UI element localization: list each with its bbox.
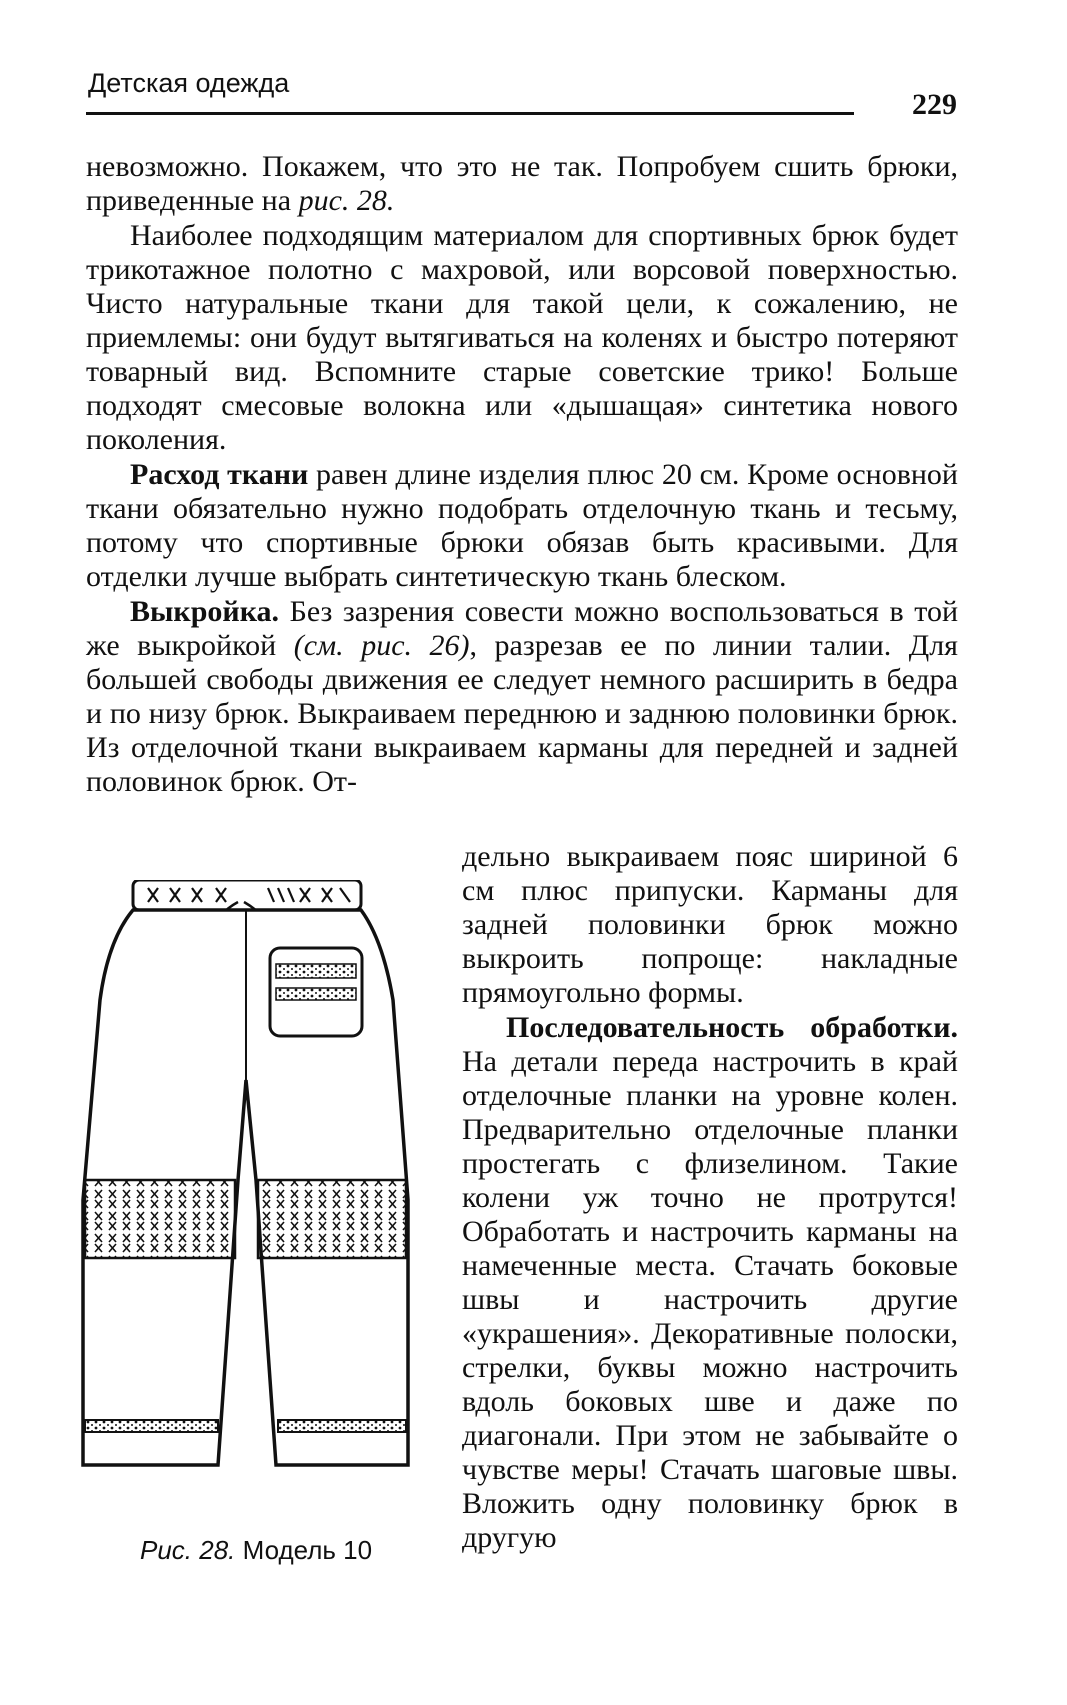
- pattern-heading: Выкройка.: [130, 595, 280, 628]
- paragraph-3: [86, 458, 958, 594]
- caption-label: Рис. 28.: [140, 1535, 236, 1565]
- paragraph-1: [86, 150, 958, 218]
- main-text-block: [86, 150, 958, 800]
- running-header: Детская одежда: [88, 68, 290, 98]
- header-rule: [86, 112, 854, 115]
- sequence-heading: Последовательность обработки.: [506, 1011, 958, 1044]
- paragraph-4: [86, 595, 958, 799]
- paragraph-1-text: невозможно. Покажем, что это не так. Попробуем сшить брюки, приведенные на: [86, 150, 958, 217]
- sweatpants-illustration-icon: [78, 880, 448, 1500]
- paragraph-5-text: На детали переда настрочить в край отделочные планки на уровне колен. Предварительно отделочные планки простегать с флизелином. Такие колени уж точно не протрутся! Обработать и настрочить карманы на намеченные места. Стачать боковые швы и настрочить другие «украшения». Декоративные полоски, стрелки, буквы можно настрочить вдоль боковых шве и даже по диагонали. При этом не забывайте о чувстве меры! Стачать шаговые швы. Вложить одну половинку брюк в другую: [462, 1045, 958, 1554]
- side-text-column: [462, 840, 958, 1556]
- paragraph-4-continued: дельно выкраиваем пояс шириной 6 см плюс припуски. Карманы для задней половинки брюк можно выкроить попроще: накладные прямоугольно формы.: [462, 840, 958, 1009]
- figure-reference: рис. 28.: [298, 184, 395, 217]
- paragraph-4-text-b: , разрезав ее по линии талии. Для большей свободы движения ее следует немного расширить в бедра и по низу брюк. Выкраиваем переднюю и заднюю половинки брюк. Из отделочной ткани выкраиваем карманы для передней и задней половинок брюк. От-: [86, 629, 958, 798]
- pants-drawing: [78, 880, 448, 1500]
- page-number: 229: [912, 88, 957, 121]
- paragraph-3-text: равен длине изделия плюс 20 см. Кроме основной ткани обязательно нужно подобрать отделочную ткань и тесьму, потому что спортивные брюки обязав быть красивыми. Для отделки лучше выбрать синтетическую ткань блеском.: [86, 458, 958, 593]
- paragraph-5: [462, 1011, 958, 1555]
- figure-caption: [140, 1535, 372, 1566]
- caption-text: Модель 10: [235, 1535, 373, 1565]
- figure-reference-26: (см. рис. 26): [293, 629, 470, 662]
- paragraph-2: Наиболее подходящим материалом для спортивных брюк будет трикотажное полотно с махровой, или ворсовой поверхностью. Чисто натуральные ткани для такой цели, к сожалению, не приемлемы: они будут вытягиваться на коленях и быстро потеряют товарный вид. Вспомните старые советские трико! Больше подходят смесовые волокна или «дышащая» синтетика нового поколения.: [86, 219, 958, 456]
- paragraph-4-text-a: Без зазрения совести можно воспользоваться в той же выкройкой: [86, 595, 958, 662]
- fabric-consumption-heading: Расход ткани: [130, 458, 309, 491]
